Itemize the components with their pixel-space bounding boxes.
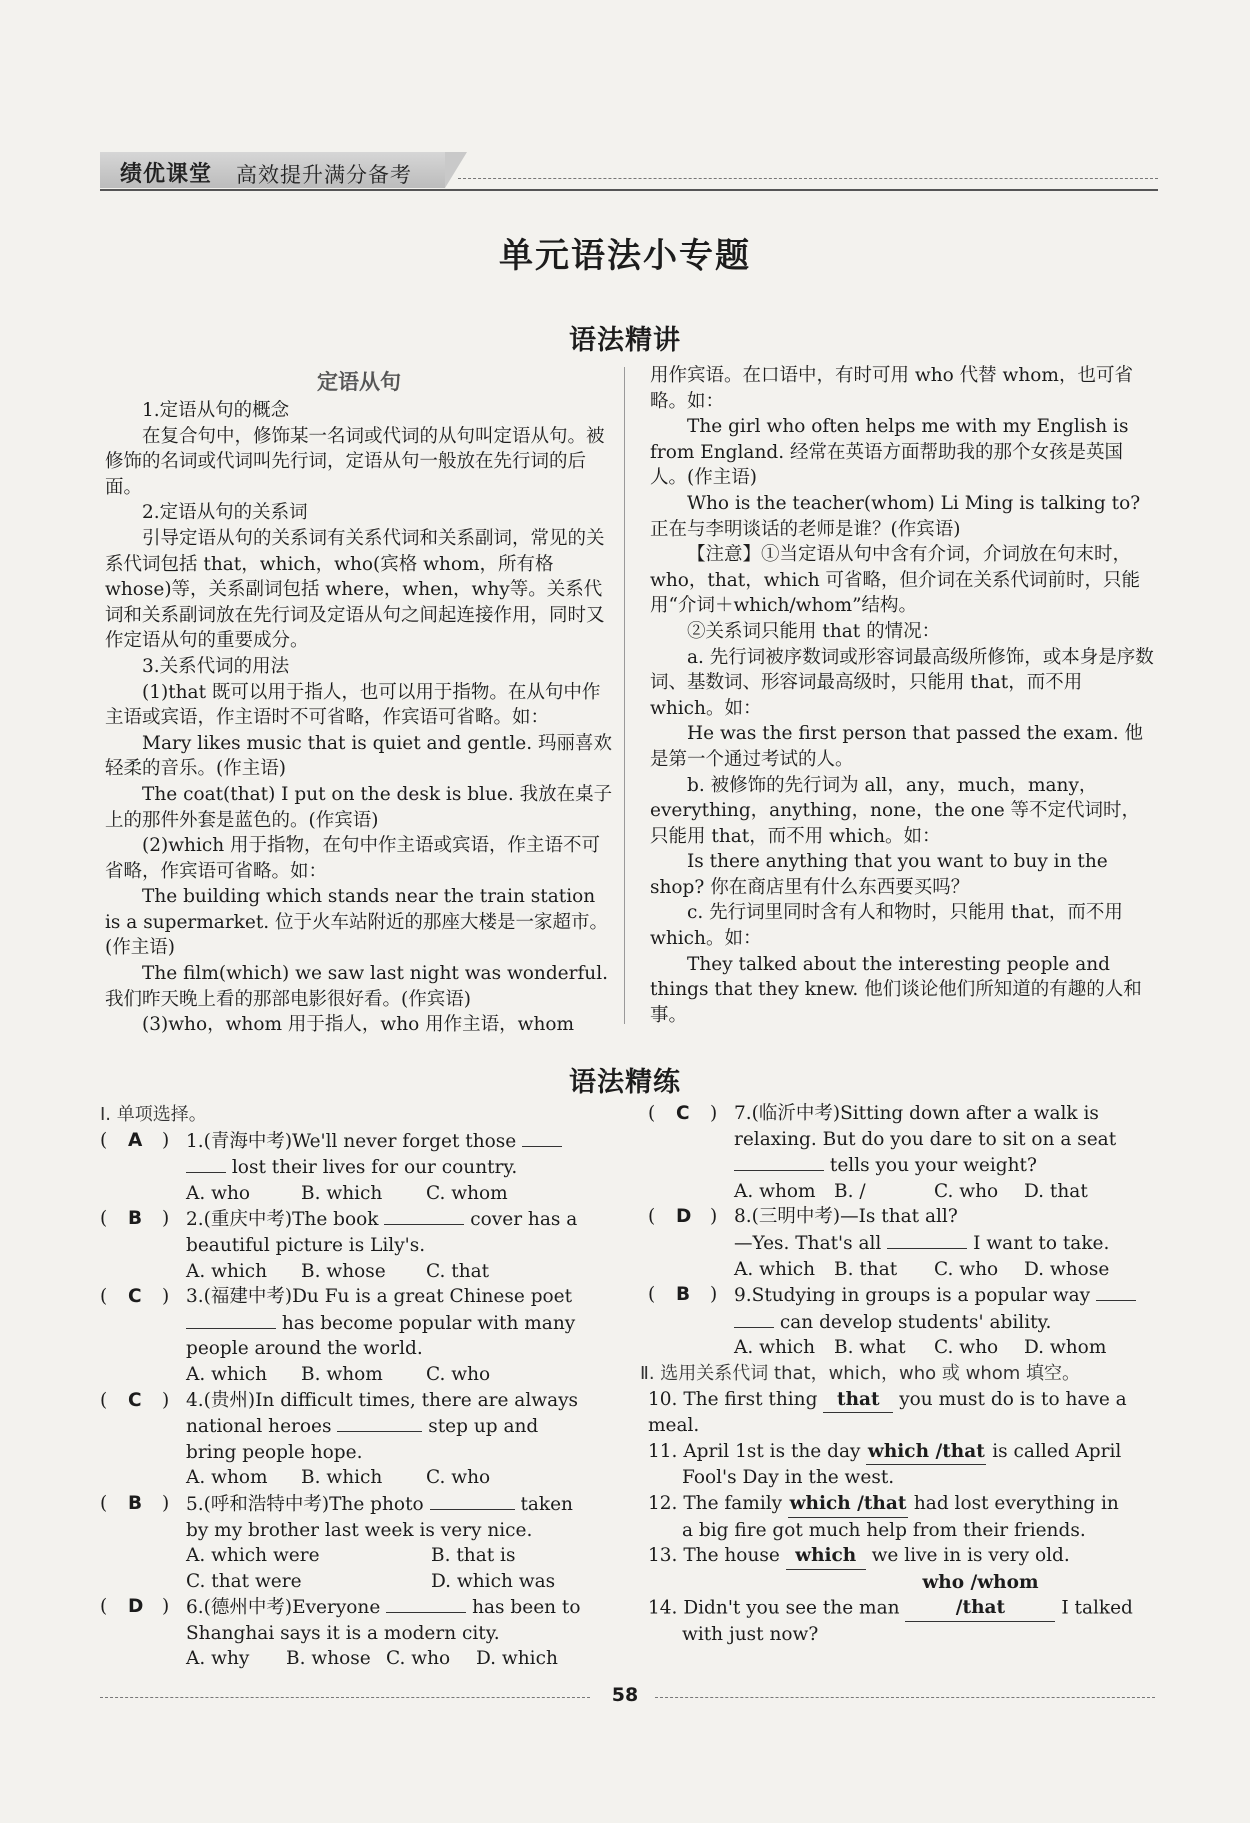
question-3: ( C ) 3.(福建中考)Du Fu is a great Chinese poet has become popular with many people around the world. A. which B. whom C. who <box>100 1286 576 1385</box>
question-6: ( D ) 6.(德州中考)Everyone has been to Shanghai says it is a modern city. A. why B. whose C. who D. which <box>100 1596 581 1670</box>
fill-answer[interactable]: which /that <box>866 1439 986 1466</box>
question-9: ( B ) 9.Studying in groups is a popular way can develop students' ability. A. which B. what C. who D. whom <box>648 1282 1168 1361</box>
question-5: ( B ) 5.(呼和浩特中考)The photo taken by my brother last week is very nice. A. which were B. that is C. that were D. which was <box>100 1492 573 1592</box>
page-number: 58 <box>611 1684 639 1706</box>
grammar-para: 引导定语从句的关系词有关系代词和关系副词，常见的关系代词包括 that，which，who(宾格 whom，所有格 whose)等，关系副词包括 where，when，why等。关系代词和关系副词放在先行词及定语从句之间起连接作用，同时又作定语从句的重要成分。 <box>105 527 605 652</box>
header-slogan: 高效提升满分备考 <box>236 163 412 187</box>
answer-value: C <box>128 1389 142 1411</box>
blank[interactable] <box>734 1152 824 1171</box>
grammar-para: b. 被修饰的先行词为 all，any，much，many，everything，anything，none，the one 等不定代词时，只能用 that，而不用 which。如： <box>650 774 1141 847</box>
page-title: 单元语法小专题 <box>499 236 751 276</box>
blank[interactable] <box>522 1128 562 1147</box>
grammar-left-column <box>105 366 613 1038</box>
grammar-right-column <box>650 363 1158 1028</box>
grammar-example: Is there anything that you want to buy in the shop? 你在商店里有什么东西要买吗？ <box>650 851 1108 898</box>
grammar-example: The girl who often helps me with my English is from England. 经常在英语方面帮助我的那个女孩是英国人。(作主语) <box>650 416 1129 489</box>
section-title-grammar: 语法精讲 <box>569 325 681 356</box>
fill-question-10: 10. The first thing that you must do is to have a meal. <box>648 1388 1127 1437</box>
answer-value: B <box>128 1208 143 1230</box>
question-2: ( B ) 2.(重庆中考)The book cover has a beautiful picture is Lily's. A. which B. whose C. that <box>100 1208 578 1282</box>
grammar-para: ②关系词只能用 that 的情况： <box>687 620 941 642</box>
blank[interactable] <box>887 1230 967 1249</box>
blank[interactable] <box>1096 1282 1136 1301</box>
header-brand: 绩优课堂 <box>120 162 213 187</box>
grammar-para: (1)that 既可以用于指人，也可以用于指物。在从句中作主语或宾语，作主语时不可省略，作宾语可省略。如： <box>105 681 601 729</box>
answer-value: C <box>128 1286 142 1308</box>
question-1: ( A ) 1.(青海中考)We'll never forget those lost their lives for our country. A. who B. which C. whom <box>100 1128 615 1207</box>
blank[interactable] <box>186 1310 276 1329</box>
blank[interactable] <box>430 1491 515 1510</box>
answer-value: B <box>676 1284 691 1306</box>
answer-value: A <box>128 1129 143 1151</box>
footer-rule-right <box>655 1697 1155 1698</box>
blank[interactable] <box>186 1154 226 1173</box>
grammar-example: The building which stands near the train station is a supermarket. 位于火车站附近的那座大楼是一家超市。(作主语) <box>105 886 609 959</box>
grammar-example: The film(which) we saw last night was wonderful. 我们昨天晚上看的那部电影很好看。(作宾语) <box>105 963 609 1010</box>
header-rule-dashed <box>458 178 1158 179</box>
grammar-para: 1.定语从句的概念 <box>142 400 290 421</box>
question-4: ( C ) 4.(贵州)In difficult times, there are always national heroes step up and bring people hope. A. whom B. which C. who <box>100 1389 579 1489</box>
answer-value: D <box>676 1206 692 1228</box>
blank[interactable] <box>734 1309 774 1328</box>
fill-answer[interactable]: which <box>786 1543 866 1570</box>
grammar-para: a. 先行词被序数词或形容词最高级所修饰，或本身是序数词、基数词、形容词最高级时，只能用 that，而不用 which。如： <box>650 646 1154 719</box>
question-8: ( D ) 8.(三明中考)—Is that all? —Yes. That's all I want to take. A. which B. that C. who D. whose <box>648 1206 1110 1280</box>
grammar-para: c. 先行词里同时含有人和物时，只能用 that，而不用 which。如： <box>650 902 1123 950</box>
fill-question-14: 14. Didn't you see the man who /whom /that I talked with just now? <box>648 1571 1133 1645</box>
footer-rule-left <box>100 1697 590 1698</box>
grammar-example: They talked about the interesting people and things that they knew. 他们谈论他们所知道的有趣的人和事。 <box>650 953 1142 1026</box>
grammar-example: Who is the teacher(whom) Li Ming is talking to? 正在与李明谈话的老师是谁？(作宾语) <box>650 492 1141 540</box>
section-title-practice: 语法精练 <box>569 1067 681 1098</box>
grammar-para: 用作宾语。在口语中，有时可用 who 代替 whom，也可省略。如： <box>650 365 1133 412</box>
fill-question-12: 12. The family which /that had lost everything in a big fire got much help from their friends. <box>648 1492 1119 1541</box>
exercises-right-column <box>640 1101 1168 1647</box>
grammar-para: 在复合句中，修饰某一名词或代词的从句叫定语从句。被修饰的名词或代词叫先行词，定语从句一般放在先行词的后面。 <box>105 425 605 498</box>
exercises-left-column <box>100 1102 615 1672</box>
header-band-tip <box>445 152 467 188</box>
topic-heading: 定语从句 <box>317 370 401 394</box>
grammar-para: (2)which 用于指物，在句中作主语或宾语，作主语不可省略，作宾语可省略。如： <box>105 835 601 882</box>
grammar-example: He was the first person that passed the exam. 他是第一个通过考试的人。 <box>650 723 1144 770</box>
blank[interactable] <box>337 1413 422 1432</box>
fill-answer[interactable]: who /whom /that <box>905 1570 1055 1622</box>
grammar-para: 3.关系代词的用法 <box>142 655 290 677</box>
part2-heading: Ⅱ. 选用关系代词 that，which，who 或 whom 填空。 <box>640 1362 1080 1384</box>
fill-answer[interactable]: that <box>823 1387 893 1414</box>
answer-value: C <box>676 1103 690 1124</box>
blank[interactable] <box>384 1206 464 1225</box>
answer-value: B <box>128 1492 143 1514</box>
fill-question-11: 11. April 1st is the day which /that is called April Fool's Day in the west. <box>648 1440 1122 1489</box>
column-divider <box>624 367 625 1024</box>
grammar-example: The coat(that) I put on the desk is blue. 我放在桌子上的那件外套是蓝色的。(作宾语) <box>105 783 613 831</box>
header-rule <box>100 189 1158 191</box>
grammar-note: 【注意】①当定语从句中含有介词，介词放在句末时，who，that，which 可省略，但介词在关系代词前时，只能用“介词＋which/whom”结构。 <box>650 544 1141 617</box>
question-7: ( C ) 7.(临沂中考)Sitting down after a walk is relaxing. But do you dare to sit on a seat tells you your weight? A. whom B. / C. who D. that <box>648 1103 1117 1202</box>
grammar-para: (3)who，whom 用于指人，who 用作主语，whom <box>142 1014 575 1036</box>
grammar-example: Mary likes music that is quiet and gentle. 玛丽喜欢轻柔的音乐。(作主语) <box>105 732 612 780</box>
fill-question-13: 13. The house which we live in is very old. <box>648 1543 1168 1570</box>
blank[interactable] <box>386 1594 466 1613</box>
answer-value: D <box>128 1596 144 1618</box>
grammar-para: 2.定语从句的关系词 <box>142 502 308 524</box>
part1-heading: Ⅰ. 单项选择。 <box>100 1104 207 1125</box>
fill-answer[interactable]: which /that <box>788 1491 908 1518</box>
